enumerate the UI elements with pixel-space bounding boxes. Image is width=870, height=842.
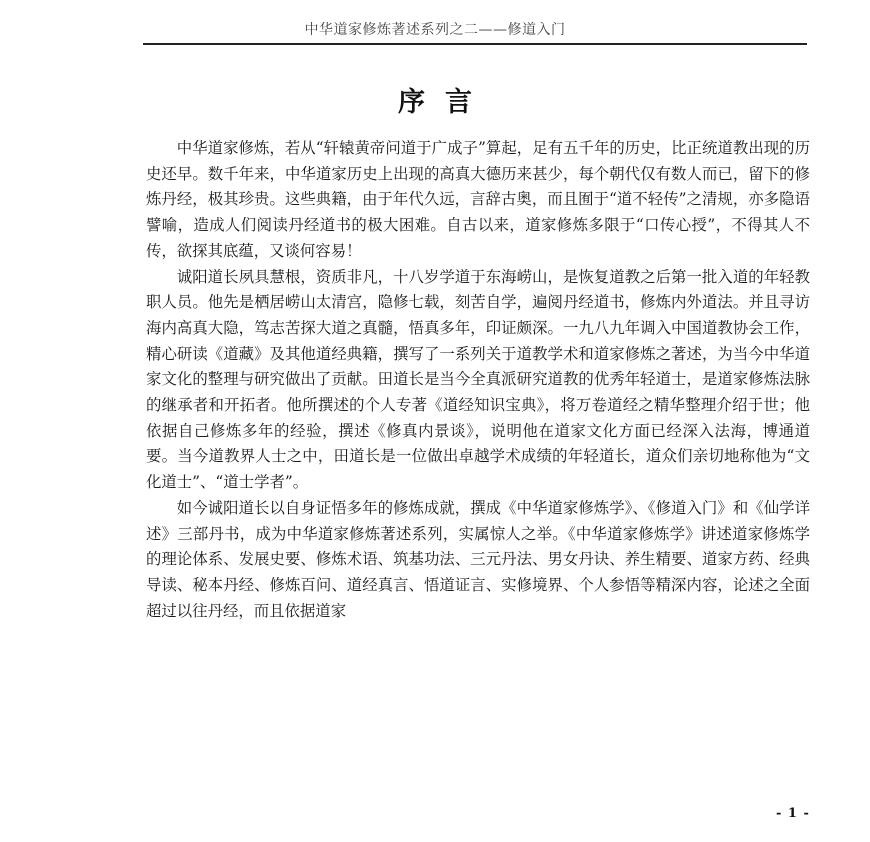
paragraph: 如今诚阳道长以自身证悟多年的修炼成就，撰成《中华道家修炼学》、《修道入门》和《仙学详述》三部丹书，成为中华道家修炼著述系列，实属惊人之举。《中华道家修炼学》讲述道家修炼学的理论体系、发展史要、修炼术语、筑基功法、三元丹法、男女丹诀、养生精要、道家方药、经典导读、秘本丹经、修炼百问、道经真言、悟道证言、实修境界、个人参悟等精深内容，论述之全面超过以往丹经，而且依据道家: [146, 498, 810, 620]
page-number: - 1 -: [776, 806, 810, 821]
paragraph: 诚阳道长夙具慧根，资质非凡，十八岁学道于东海崂山，是恢复道教之后第一批入道的年轻教职人员。他先是栖居崂山太清宫，隐修七载，刻苦自学，遍阅丹经道书，修炼内外道法。并且寻访海内高真大隐，笃志苦探大道之真髓，悟真多年，印证颇深。一九八九年调入中国道教协会工作，精心研读《道藏》及其他道经典籍，撰写了一系列关于道教学术和道家修炼之著述，为当今中华道家文化的整理与研究做出了贡献。田道长是当今全真派研究道教的优秀年轻道士，是道家修炼法脉的继承者和开拓者。他所撰述的个人专著《道经知识宝典》，将万卷道经之精华整理介绍于世；他依据自己修炼多年的经验，撰述《修真内景谈》，说明他在道家文化方面已经深入法海，博通道要。当今道教界人士之中，田道长是一位做出卓越学术成绩的年轻道长，道众们亲切地称他为“文化道士”、“道士学者”。: [146, 267, 810, 492]
paragraph: 中华道家修炼，若从“轩辕黄帝问道于广成子”算起，足有五千年的历史，比正统道教出现的历史还早。数千年来，中华道家历史上出现的高真大德历来甚少，每个朝代仅有数人而已，留下的修炼丹经，极其珍贵。这些典籍，由于年代久远，言辞古奥，而且囿于“道不轻传”之清规，亦多隐语譬喻，造成人们阅读丹经道书的极大困难。自古以来，道家修炼多限于“口传心授”，不得其人不传，欲探其底蕴，又谈何容易！: [146, 139, 810, 260]
page-title: 序言: [398, 87, 492, 118]
header-rule: [143, 43, 807, 45]
running-header: 中华道家修炼著述系列之二——修道入门: [304, 22, 566, 38]
body-text: [146, 136, 810, 624]
